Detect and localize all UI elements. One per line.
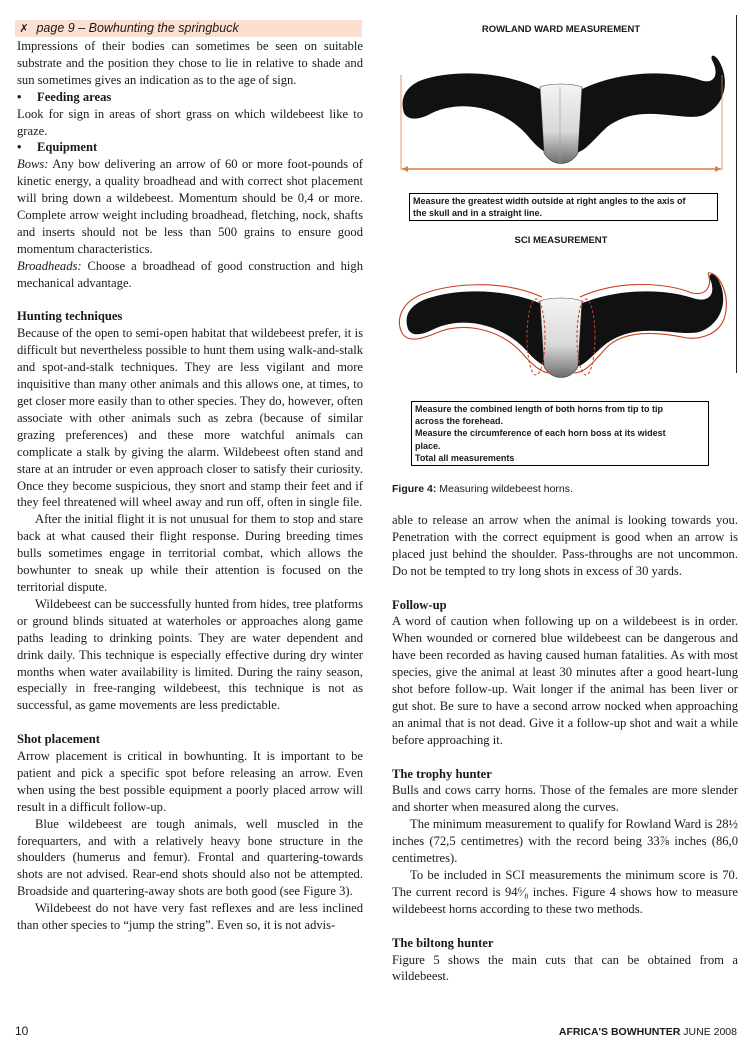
figure-label: Figure 4: bbox=[392, 483, 437, 495]
paragraph-text: Choose a broadhead of good construction and high mechanical advantage. bbox=[17, 258, 363, 290]
paragraph-gap bbox=[392, 580, 738, 597]
body-paragraph: Bulls and cows carry horns. Those of the females are more slender and shorter when measured along the curves. bbox=[392, 783, 738, 815]
paragraph-lead: Bows: bbox=[17, 157, 49, 172]
caption-line: place. bbox=[415, 440, 441, 451]
body-paragraph: A word of caution when following up on a wildebeest is in order. When wounded or cornered blue wildebeest can be dangerous and have been recorded as having caused human fatalities. As with most species, give the animal at least 30 minutes after a good heart-lung shot before follow-up. Wait longer if the animal has been liver or gut shot. Be sure to have a second arrow nocked when approaching an animal that is not dead. Give it a follow-up shot and wait a while before approaching it. bbox=[392, 614, 738, 747]
caption-line: Measure the greatest width outside at right angles to the axis of bbox=[413, 196, 686, 206]
figure-caption bbox=[392, 483, 573, 495]
section-heading: Follow-up bbox=[392, 597, 447, 612]
rowland-ward-title: ROWLAND WARD MEASUREMENT bbox=[481, 24, 641, 35]
column-rule bbox=[736, 15, 737, 373]
body-paragraph: Blue wildebeest are tough animals, well muscled in the forequarters, and with a relatively heavy bone structure in the shoulders (humerus and femur). Frontal and quartering-towards shots are not advised. Rear-end shots should also not be attempted. Broadside and quartering-away shots are both good (see Figure 3). bbox=[17, 816, 363, 899]
horn-shape-top bbox=[403, 56, 725, 165]
bullet-heading: • Feeding areas bbox=[17, 89, 363, 106]
issue-date: JUNE 2008 bbox=[680, 1026, 737, 1038]
body-paragraph: To be included in SCI measurements the minimum score is 70. The current record is 94⁶⁄₈ inches. Figure 4 shows how to measure wildebeest horns according to these two methods. bbox=[392, 868, 738, 916]
paragraph-text: Any bow delivering an arrow of 60 or more foot-pounds of kinetic energy, a quality broadhead and with correct shot placement will bring down a wildebeest. Momentum should be 0,4 or more. Complete arrow weight including broadhead, fletching, nock, shafts and inserts should not be less than 500 grains to ensure good momentum characteristics. bbox=[17, 157, 363, 256]
section-heading: The biltong hunter bbox=[392, 935, 494, 950]
paragraph-gap bbox=[392, 749, 738, 766]
paragraph-lead: Broadheads: bbox=[17, 258, 82, 273]
page-number: 10 bbox=[15, 1024, 29, 1038]
publication-name: AFRICA'S BOWHUNTER bbox=[558, 1026, 681, 1038]
bullet-heading: • Equipment bbox=[17, 139, 363, 156]
horn-shape-bottom bbox=[407, 274, 724, 377]
running-head bbox=[15, 20, 362, 37]
rowland-ward-horns-diagram bbox=[392, 35, 730, 210]
caption-line: Measure the combined length of both horns from tip to tip bbox=[415, 404, 663, 414]
body-paragraph: Impressions of their bodies can sometimes be seen on suitable substrate and the position they chose to lie in relative to shade and sun sometimes gives an indication as to the age of sign. bbox=[17, 39, 363, 87]
section-heading: Shot placement bbox=[17, 732, 100, 747]
body-paragraph: The minimum measurement to qualify for Rowland Ward is 28½ inches (72,5 centimetres) with the record being 33⅞ inches (86,0 centimetres). bbox=[392, 817, 738, 866]
body-paragraph bbox=[17, 258, 363, 292]
left-column bbox=[17, 38, 363, 934]
body-paragraph: Look for sign in areas of short grass on which wildebeest like to graze. bbox=[17, 106, 363, 138]
right-column bbox=[392, 512, 738, 985]
sci-caption bbox=[411, 401, 709, 466]
figure-4 bbox=[392, 15, 730, 505]
body-paragraph: Figure 5 shows the main cuts that can be obtained from a wildebeest. bbox=[392, 952, 738, 984]
section-heading: The trophy hunter bbox=[392, 766, 492, 781]
body-paragraph: Wildebeest can be successfully hunted from hides, tree platforms or ground blinds situated at waterholes or approaches along game paths leading to drinking points. They are water dependent and drink daily. This technique is especially effective during dry winter months when water availability is limited. During the rainy season, especially in free-ranging wildebeest, this technique is not as successful, as game movements are less predictable. bbox=[17, 596, 363, 713]
sci-title: SCI MEASUREMENT bbox=[514, 235, 608, 246]
caption-line: across the forehead. bbox=[415, 416, 504, 427]
caption-line: the skull and in a straight line. bbox=[413, 208, 543, 219]
section-heading: Hunting techniques bbox=[17, 309, 123, 324]
body-paragraph: Wildebeest do not have very fast reflexes and are less inclined than other species to “jump the string”. Even so, it is not advis- bbox=[17, 901, 363, 933]
sci-horns-diagram bbox=[392, 249, 730, 399]
paragraph-gap bbox=[17, 714, 363, 731]
body-paragraph: Arrow placement is critical in bowhunting. It is important to be patient and pick a specific spot before releasing an arrow. Even when using the best possible equipment a poorly placed arrow will result in a difficult follow-up. bbox=[17, 749, 363, 814]
body-paragraph: After the initial flight it is not unusual for them to stop and stare back at what caused their flight response. During breeding times bulls sometimes engage in territorial combat, which allows the bowhunter to sneak up while their attention is focused on the territorial dispute. bbox=[17, 512, 363, 594]
caption-line: Measure the circumference of each horn boss at its widest bbox=[415, 428, 666, 439]
rowland-ward-caption bbox=[409, 193, 718, 221]
paragraph-gap bbox=[392, 918, 738, 935]
body-paragraph bbox=[17, 156, 363, 257]
running-head-text: page 9 – Bowhunting the springbuck bbox=[36, 21, 239, 35]
figure-label-text: Measuring wildebeest horns. bbox=[436, 483, 573, 495]
body-paragraph: Because of the open to semi-open habitat that wildebeest prefer, it is difficult but nevertheless possible to hunt them using walk-and-stalk and spot-and-stalk techniques. They are less vigilant and more inquisitive than many other animals and this allows one, at times, to get closer more easily than to other species. They do, however, often associate with other animals such as zebra (because of similar grazing preferences) and these more watchful animals can complicate a stalk by giving the alarm. Wildebeest often stand and stare at an intruder or even approach closer to satisfy their curiosity. Once they become suspicious, they snort and stamp their feet and if they feel threatened will wheel away and run off, often in single file. bbox=[17, 326, 363, 510]
caption-line: Total all measurements bbox=[415, 452, 515, 463]
publication-footer bbox=[559, 1026, 737, 1038]
body-paragraph: able to release an arrow when the animal is looking towards you. Penetration with the correct equipment is good when an arrow is placed just behind the shoulder. Pass-throughs are not uncommon. Do not be tempted to try long shots in excess of 30 yards. bbox=[392, 513, 738, 578]
paragraph-gap bbox=[17, 292, 363, 309]
bowhunter-figure-icon: ✗ bbox=[19, 23, 29, 35]
